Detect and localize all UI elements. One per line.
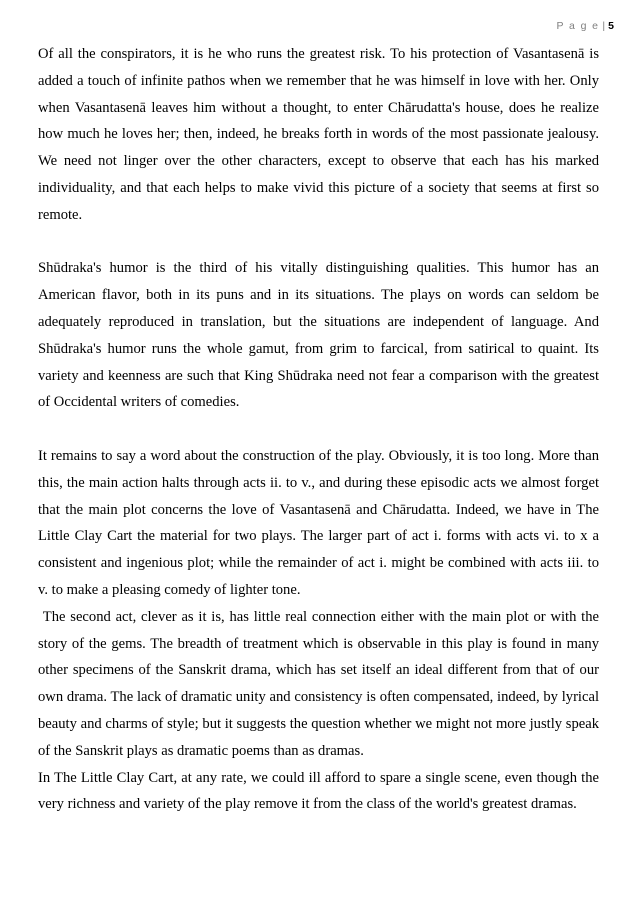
paragraph-second-act: The second act, clever as it is, has little real connection either with the main plot or with the story of the gems. The breadth of treatment which is observable in this play is found in many other specimens of the Sanskrit drama, which has set itself an ideal different from that of our own drama. The lack of dramatic unity and consistency is often compensated, indeed, by lyrical beauty and charms of style; but it suggests the question whether we might not more justly speak of the Sanskrit plays as dramatic poems than as dramas. [38,608,603,759]
page-header [557,20,614,32]
paragraph-humor: Shūdraka's humor is the third of his vitally distinguishing qualities. This humor has an American flavor, both in its puns and in its situations. The plays on words can seldom be adequately reproduced in translation, but the situations are independent of language. And Shūdraka's humor runs the whole gamut, from grim to farcical, from satirical to quaint. Its variety and keenness are such that King Shūdraka need not fear a comparison with the greatest of Occidental writers of comedies. [38,260,599,411]
paragraph-construction: It remains to say a word about the construction of the play. Obviously, it is too long. More than this, the main action halts through acts ii. to v., and during these episodic acts we almost forget that the main plot concerns the love of Vasantasenā and Chārudatta. Indeed, we have in The Little Clay Cart the material for two plays. The larger part of act i. forms with acts vi. to x a consistent and ingenious plot; while the remainder of act i. might be combined with acts iii. to v. to make a pleasing comedy of lighter tone. [38,447,599,598]
page-separator: | [602,20,606,32]
page-number: 5 [608,20,614,32]
document-body [38,41,603,818]
page-label: P a g e [556,20,600,32]
paragraph-conclusion: In The Little Clay Cart, at any rate, we could ill afford to spare a single scene, even though the very richness and variety of the play remove it from the class of the world's greatest dramas. [38,769,599,813]
paragraph-conspirators: Of all the conspirators, it is he who runs the greatest risk. To his protection of Vasantasenā is added a touch of infinite pathos when we remember that he was himself in love with her. Only when Vasantasenā leaves him without a thought, to enter Chārudatta's house, does he realize how much he loves her; then, indeed, he breaks forth in words of the most passionate jealousy. We need not linger over the other characters, except to observe that each has his marked individuality, and that each helps to make vivid this picture of a society that seems at first so remote. [38,46,599,223]
